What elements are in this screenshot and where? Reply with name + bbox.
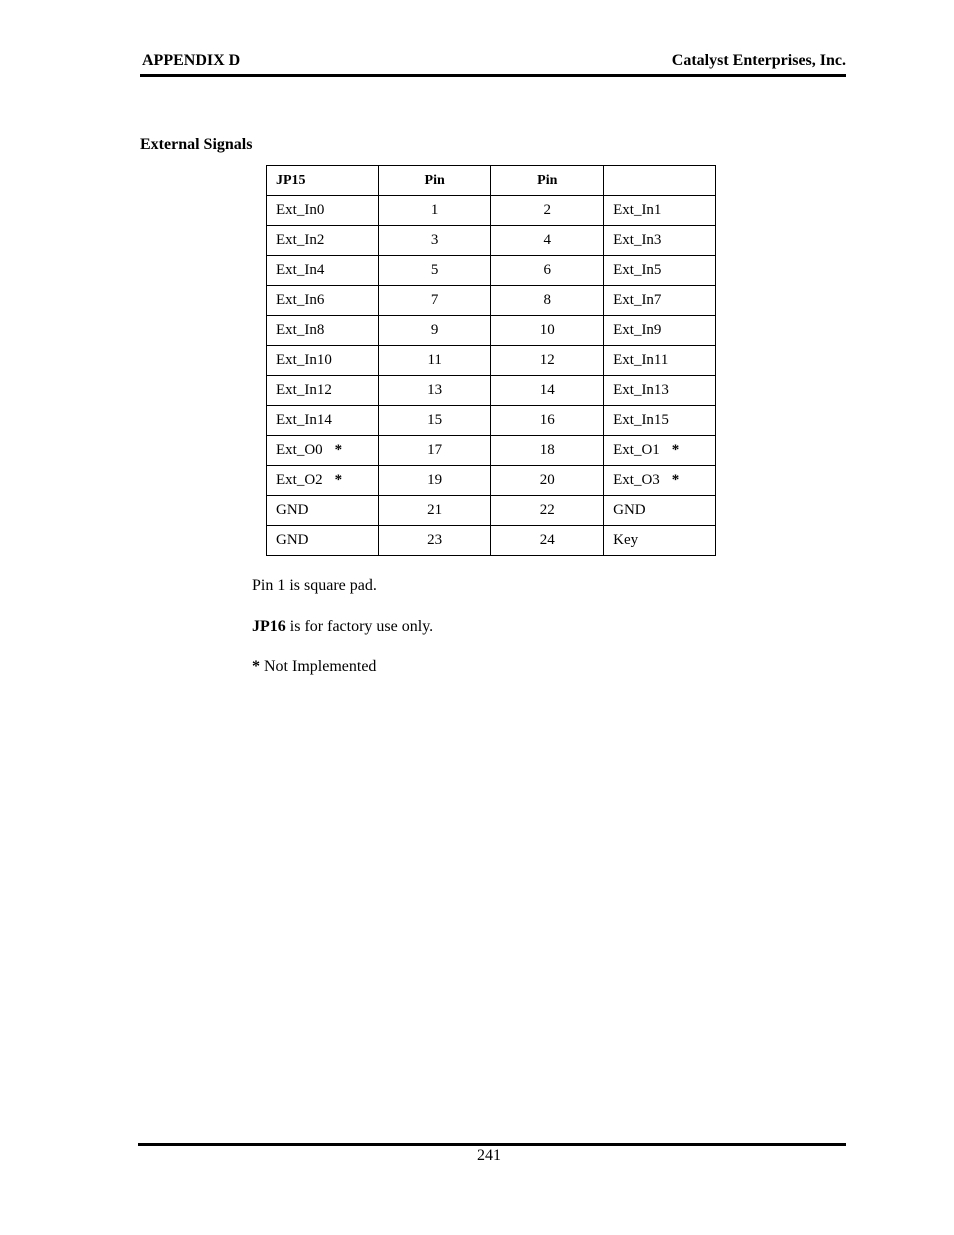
table-row <box>267 526 716 556</box>
pin-number-right <box>491 316 604 346</box>
signal-name-right-text: Ext_O1 <box>613 442 660 458</box>
signal-name-right <box>604 226 716 256</box>
pin-number-left <box>378 346 491 376</box>
pin-number-right <box>491 286 604 316</box>
table-row <box>267 466 716 496</box>
signal-name-right <box>604 346 716 376</box>
signal-name-left-text: GND <box>276 532 309 548</box>
table-row <box>267 196 716 226</box>
note-not-implemented <box>252 658 376 676</box>
pin-number-left-text: 9 <box>430 322 439 338</box>
table-row <box>267 226 716 256</box>
table-row <box>267 256 716 286</box>
signal-name-right <box>604 496 716 526</box>
pin-number-right <box>491 406 604 436</box>
signal-name-right <box>604 526 716 556</box>
signal-name-left-text: Ext_In14 <box>276 412 332 428</box>
pin-number-left <box>378 466 491 496</box>
column-header-pin-b: Pin <box>491 166 604 196</box>
pin-number-left-text: 13 <box>427 382 443 398</box>
pin-number-right <box>491 256 604 286</box>
pin-number-left-text: 23 <box>427 532 443 548</box>
signal-name-right-text: Ext_In1 <box>613 202 662 218</box>
not-implemented-star: * <box>334 442 343 458</box>
signal-name-right-text: Ext_In11 <box>613 352 669 368</box>
pin-number-left <box>378 286 491 316</box>
pin-number-right-text: 18 <box>539 442 555 458</box>
note-not-implemented-text: Not Implemented <box>260 658 377 675</box>
pin-number-right-text: 20 <box>539 472 555 488</box>
signal-name-left-text: GND <box>276 502 309 518</box>
signal-name-left-text: Ext_In2 <box>276 232 325 248</box>
signal-name-right-text: GND <box>613 502 646 518</box>
signal-name-left <box>267 466 379 496</box>
signal-name-left-text: Ext_In12 <box>276 382 332 398</box>
pin-number-left-text: 7 <box>430 292 439 308</box>
pin-number-right <box>491 196 604 226</box>
note-jp16-text: is for factory use only. <box>285 618 434 635</box>
pin-number-right-text: 10 <box>539 322 555 338</box>
pin-number-left <box>378 196 491 226</box>
header-appendix-label: APPENDIX D <box>142 52 241 69</box>
signal-name-left-text: Ext_In0 <box>276 202 325 218</box>
pin-number-right <box>491 376 604 406</box>
note-jp16-label: JP16 <box>252 618 286 635</box>
page-number: 241 <box>477 1147 501 1164</box>
pin-number-left <box>378 376 491 406</box>
pin-number-left-text: 19 <box>427 472 443 488</box>
pin-number-left-text: 11 <box>427 352 442 368</box>
signal-name-right <box>604 256 716 286</box>
pin-number-right <box>491 466 604 496</box>
pin-number-right-text: 4 <box>543 232 552 248</box>
signal-name-left <box>267 286 379 316</box>
signal-name-left-text: Ext_O2 <box>276 472 323 488</box>
signal-name-left <box>267 406 379 436</box>
signal-name-right-text: Ext_In3 <box>613 232 662 248</box>
column-header-pin-a: Pin <box>378 166 491 196</box>
pin-number-left <box>378 226 491 256</box>
pin-number-right-text: 22 <box>539 502 555 518</box>
note-jp16 <box>252 618 433 636</box>
table-row <box>267 346 716 376</box>
column-header-jp15: JP15 <box>267 166 379 196</box>
signal-name-right <box>604 466 716 496</box>
table-row <box>267 436 716 466</box>
footer-rule <box>138 1143 846 1146</box>
pin-number-left-text: 17 <box>427 442 443 458</box>
signal-name-left <box>267 436 379 466</box>
signal-table <box>266 165 716 556</box>
signal-name-right <box>604 286 716 316</box>
signal-name-left <box>267 316 379 346</box>
signal-name-left-text: Ext_In8 <box>276 322 325 338</box>
pin-number-right <box>491 346 604 376</box>
table-row <box>267 406 716 436</box>
column-header-signal-b <box>604 166 716 196</box>
signal-name-left <box>267 226 379 256</box>
note-star-symbol: * <box>252 658 260 675</box>
pin-number-right <box>491 496 604 526</box>
pin-number-right <box>491 226 604 256</box>
signal-name-left <box>267 346 379 376</box>
table-header-row <box>267 166 716 196</box>
signal-name-left-text: Ext_O0 <box>276 442 323 458</box>
pin-number-right-text: 2 <box>543 202 552 218</box>
signal-name-left <box>267 256 379 286</box>
signal-name-right-text: Ext_O3 <box>613 472 660 488</box>
table-body <box>267 196 716 556</box>
signal-name-right-text: Ext_In7 <box>613 292 662 308</box>
pin-number-right <box>491 526 604 556</box>
signal-name-right <box>604 406 716 436</box>
pin-number-left-text: 21 <box>427 502 443 518</box>
signal-name-left <box>267 496 379 526</box>
signal-name-left-text: Ext_In4 <box>276 262 325 278</box>
table-row <box>267 316 716 346</box>
signal-name-right <box>604 436 716 466</box>
signal-name-right <box>604 376 716 406</box>
table-row <box>267 286 716 316</box>
pin-number-right-text: 8 <box>543 292 552 308</box>
pin-number-left <box>378 526 491 556</box>
pin-number-right-text: 16 <box>539 412 555 428</box>
not-implemented-star: * <box>671 472 680 488</box>
note-pin1: Pin 1 is square pad. <box>252 577 377 594</box>
pin-number-left-text: 15 <box>427 412 443 428</box>
table-row <box>267 376 716 406</box>
pin-number-left <box>378 496 491 526</box>
signal-name-left-text: Ext_In10 <box>276 352 332 368</box>
not-implemented-star: * <box>671 442 680 458</box>
signal-name-left <box>267 376 379 406</box>
table-row <box>267 496 716 526</box>
signal-name-right <box>604 316 716 346</box>
not-implemented-star: * <box>334 472 343 488</box>
signal-name-right-text: Key <box>613 532 639 548</box>
page-header <box>140 52 846 77</box>
signal-name-right-text: Ext_In9 <box>613 322 662 338</box>
pin-number-left-text: 3 <box>430 232 439 248</box>
pin-number-right-text: 12 <box>539 352 555 368</box>
header-company-name: Catalyst Enterprises, Inc. <box>671 52 846 69</box>
signal-name-left-text: Ext_In6 <box>276 292 325 308</box>
pin-number-right-text: 6 <box>543 262 552 278</box>
pin-number-right <box>491 436 604 466</box>
pin-number-left <box>378 406 491 436</box>
pin-number-right-text: 24 <box>539 532 555 548</box>
pin-number-right-text: 14 <box>539 382 555 398</box>
section-title: External Signals <box>140 136 253 153</box>
pin-number-left <box>378 316 491 346</box>
pin-number-left <box>378 436 491 466</box>
signal-name-right-text: Ext_In15 <box>613 412 669 428</box>
signal-name-left <box>267 196 379 226</box>
signal-name-right-text: Ext_In5 <box>613 262 662 278</box>
signal-name-right <box>604 196 716 226</box>
pin-number-left-text: 5 <box>430 262 439 278</box>
signal-name-left <box>267 526 379 556</box>
signal-name-right-text: Ext_In13 <box>613 382 669 398</box>
pin-number-left <box>378 256 491 286</box>
pin-number-left-text: 1 <box>430 202 439 218</box>
